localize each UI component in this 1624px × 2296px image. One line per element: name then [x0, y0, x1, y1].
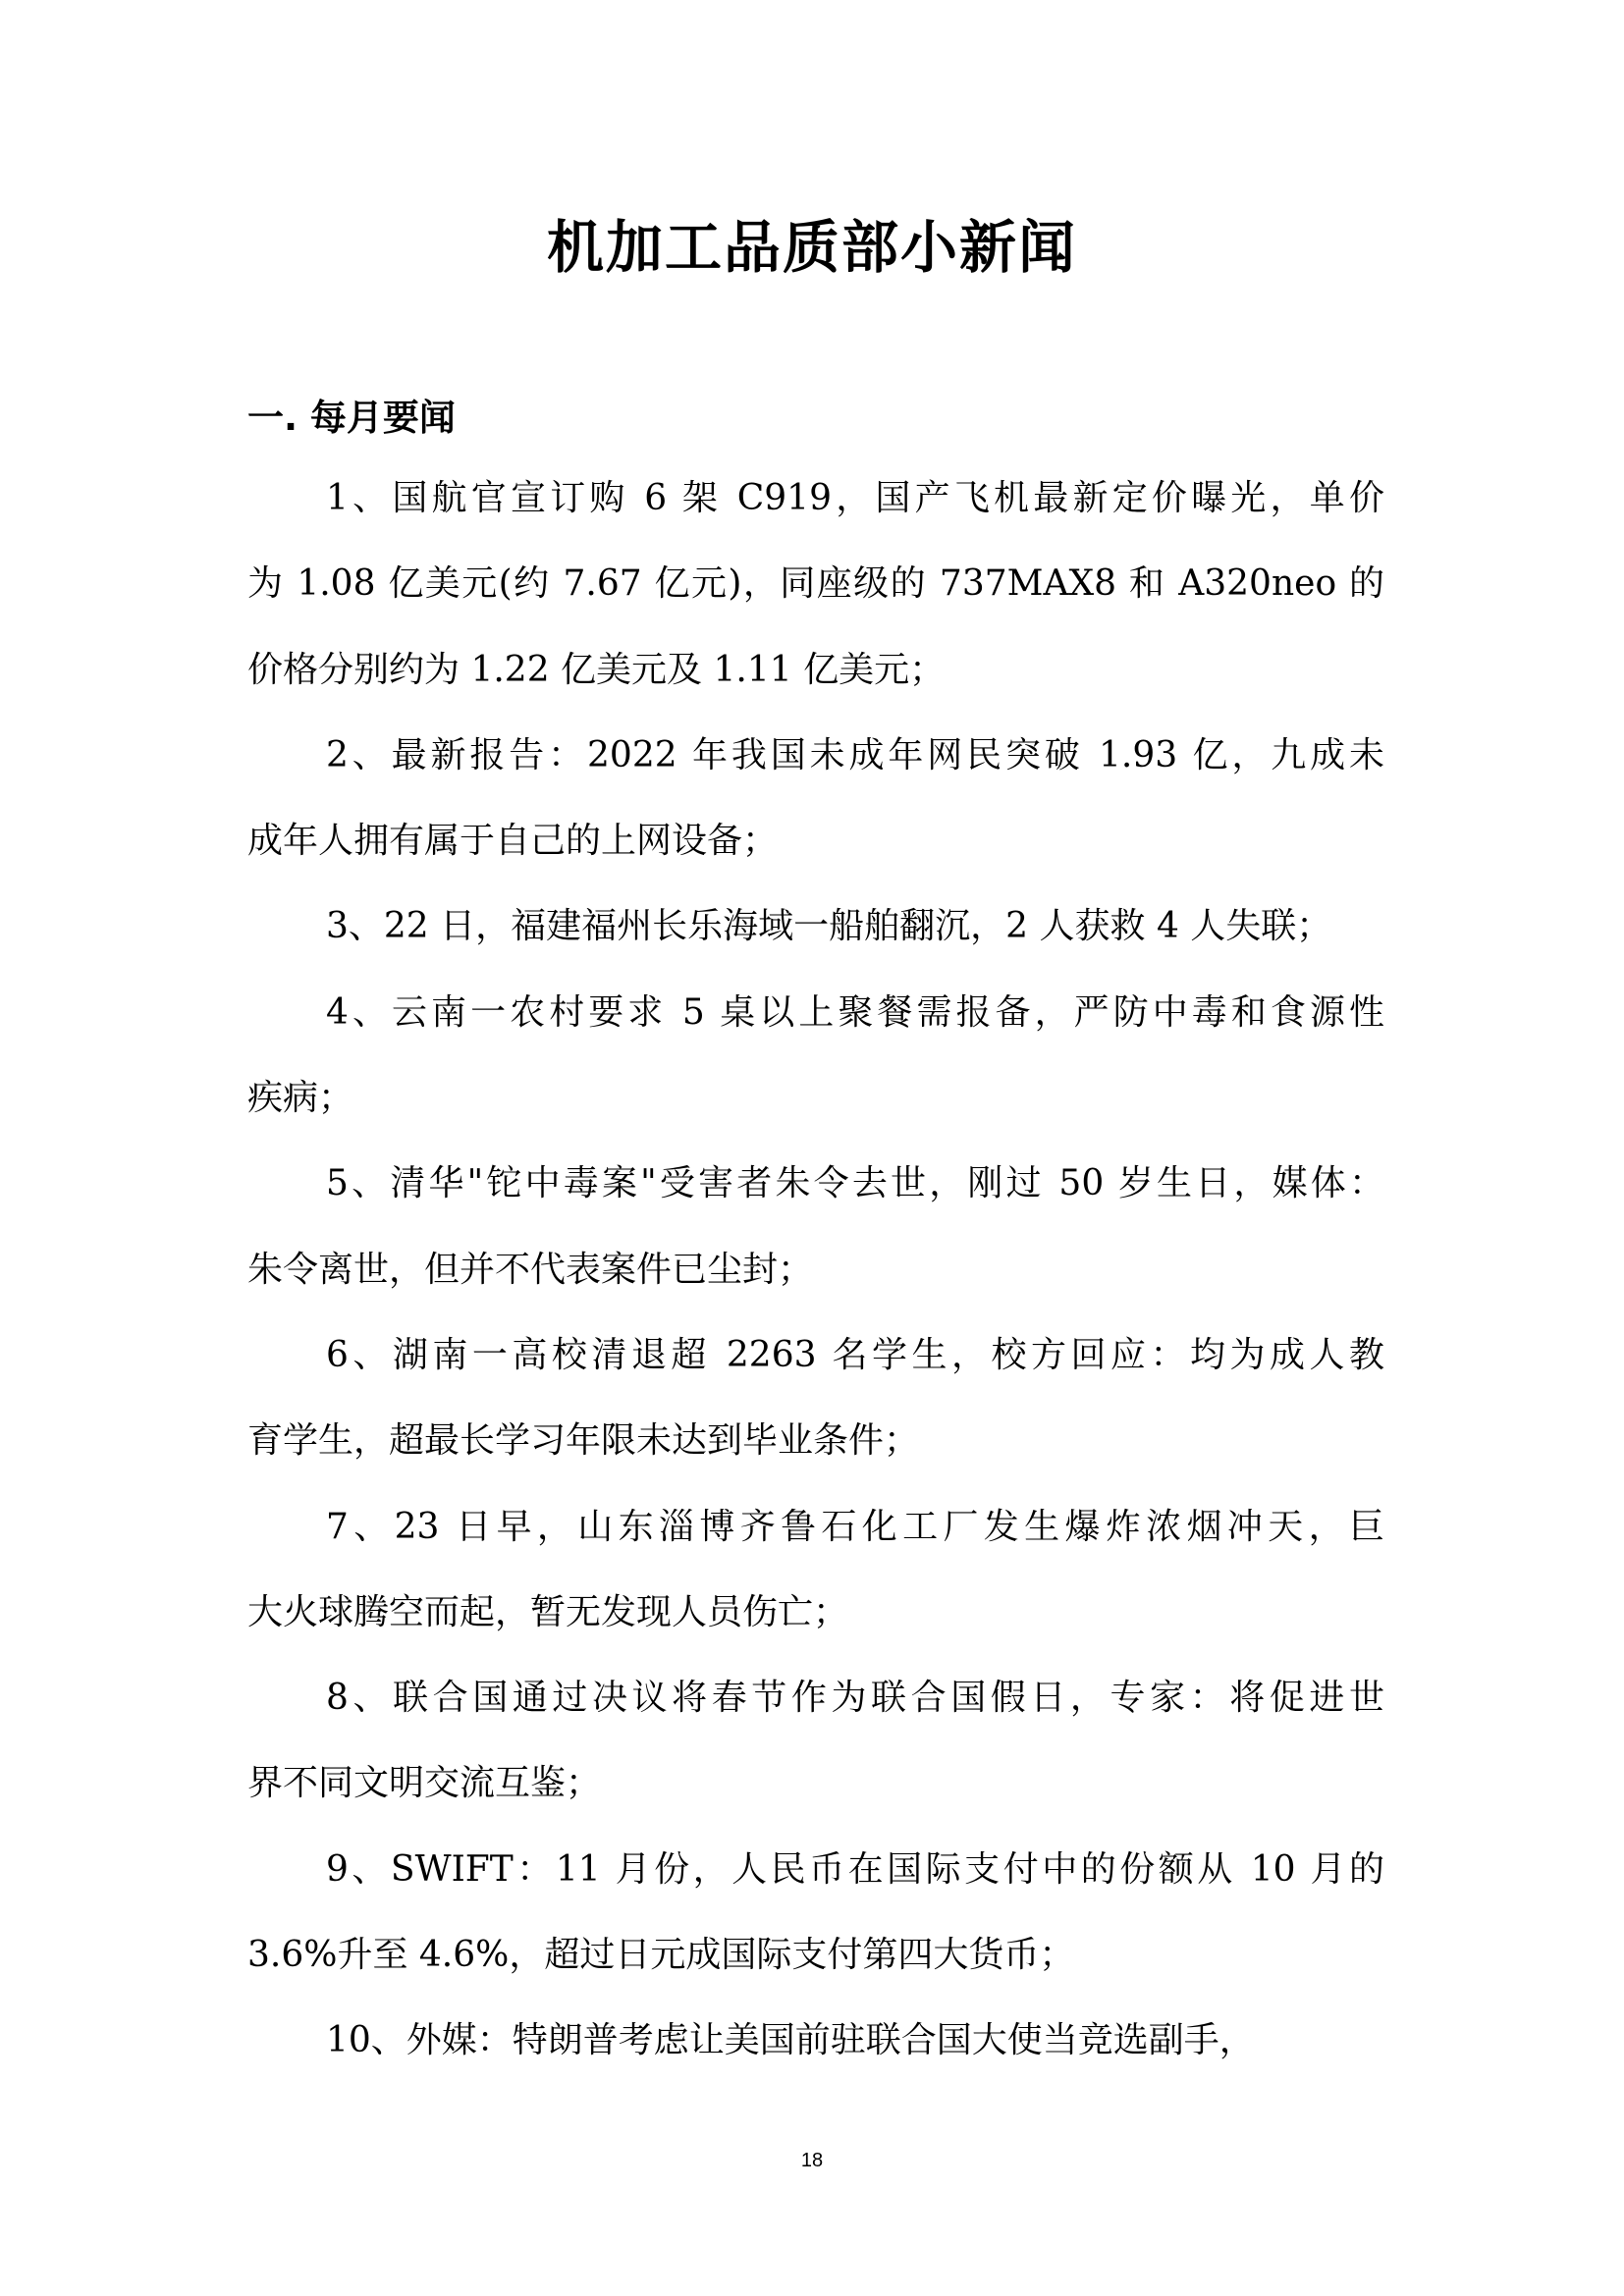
page-title: 机加工品质部小新闻 [546, 214, 1077, 281]
news-item [247, 970, 1384, 1142]
news-item-line: 4、云南一农村要求 5 桌以上聚餐需报备，严防中毒和食源性 [326, 991, 1384, 1033]
news-list [247, 455, 1384, 2084]
news-item-line: 疾病； [247, 1078, 354, 1119]
news-item-line: 成年人拥有属于自己的上网设备； [247, 821, 779, 862]
news-item-line: 界不同文明交流互鉴； [247, 1763, 602, 1804]
news-item-line: 育学生，超最长学习年限未达到毕业条件； [247, 1420, 920, 1462]
news-item-line: 10、外媒：特朗普考虑让美国前驻联合国大使当竞选副手， [326, 2020, 1255, 2061]
news-item [247, 1827, 1384, 1999]
news-item-line: 3.6%升至 4.6%，超过日元成国际支付第四大货币； [247, 1935, 1075, 1976]
news-item [247, 883, 1384, 969]
news-item-line: 为 1.08 亿美元(约 7.67 亿元)，同座级的 737MAX8 和 A320neo 的 [247, 563, 1384, 605]
news-item [247, 1998, 1384, 2083]
page-number: 18 [800, 2150, 824, 2171]
news-item-line: 3、22 日，福建福州长乐海域一船舶翻沉，2 人获救 4 人失联； [326, 906, 1332, 947]
news-item [247, 1655, 1384, 1827]
news-item-line: 朱令离世，但并不代表案件已尘封； [247, 1249, 814, 1290]
news-item [247, 1141, 1384, 1312]
news-item-line: 8、联合国通过决议将春节作为联合国假日，专家：将促进世 [326, 1678, 1384, 1719]
news-item-line: 9、SWIFT：11 月份，人民币在国际支付中的份额从 10 月的 [326, 1848, 1384, 1890]
news-item [247, 1484, 1384, 1656]
news-item-line: 6、湖南一高校清退超 2263 名学生，校方回应：均为成人教 [326, 1334, 1384, 1375]
news-item-line: 1、国航官宣订购 6 架 C919，国产飞机最新定价曝光，单价 [326, 478, 1384, 518]
news-item-line: 2、最新报告：2022 年我国未成年网民突破 1.93 亿，九成未 [326, 734, 1384, 775]
news-item-line: 大火球腾空而起，暂无发现人员伤亡； [247, 1591, 849, 1632]
news-item [247, 713, 1384, 884]
section-heading: 一. 每月要闻 [247, 397, 456, 439]
news-item [247, 1312, 1384, 1484]
news-item-line: 5、清华"铊中毒案"受害者朱令去世，刚过 50 岁生日，媒体： [326, 1163, 1384, 1204]
news-item-line: 价格分别约为 1.22 亿美元及 1.11 亿美元； [247, 649, 946, 690]
news-item-line: 7、23 日早，山东淄博齐鲁石化工厂发生爆炸浓烟冲天，巨 [326, 1506, 1384, 1547]
news-item [247, 455, 1384, 713]
